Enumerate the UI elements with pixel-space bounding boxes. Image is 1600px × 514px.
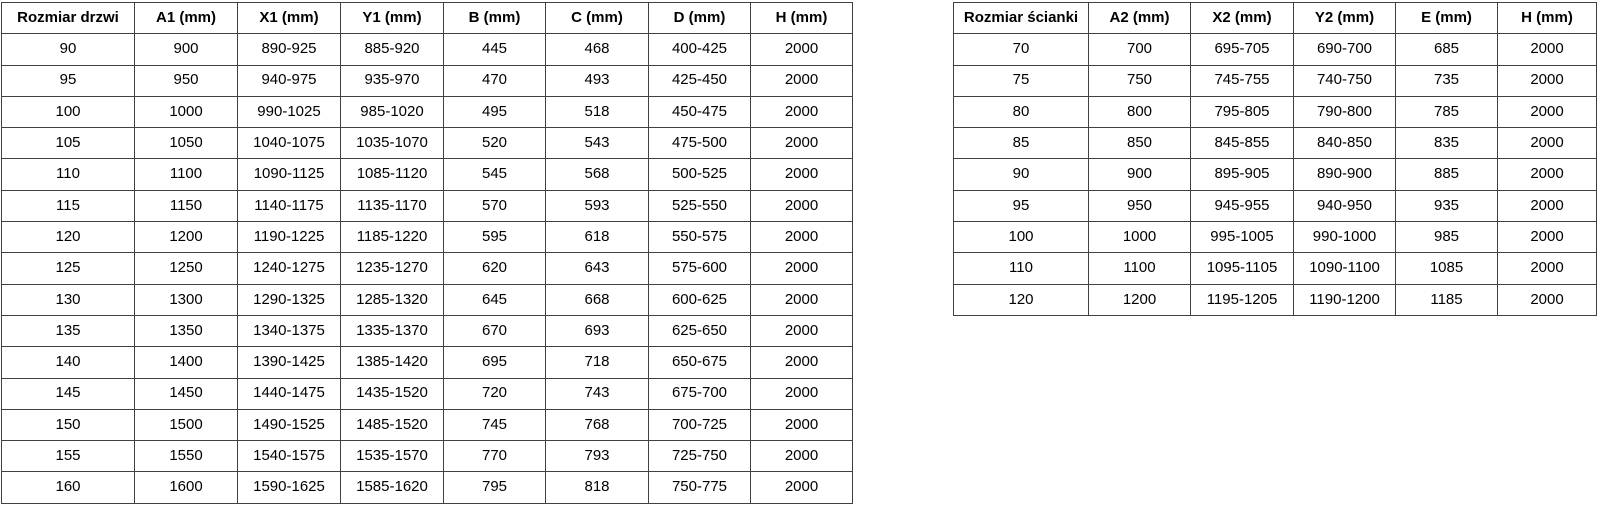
table-cell: 720 — [444, 378, 546, 409]
table-cell: 1190-1225 — [238, 222, 341, 253]
table-cell: 885 — [1396, 159, 1498, 190]
table-cell: 115 — [2, 190, 135, 221]
table-row — [2, 65, 853, 96]
table-cell: 155 — [2, 441, 135, 472]
table-cell: 793 — [546, 441, 649, 472]
table-row — [954, 65, 1597, 96]
table-cell: 745-755 — [1191, 65, 1294, 96]
table-cell: 1235-1270 — [341, 253, 444, 284]
table-cell: 80 — [954, 96, 1089, 127]
table-cell: 1090-1100 — [1294, 253, 1396, 284]
table-cell: 743 — [546, 378, 649, 409]
table-cell: 1290-1325 — [238, 284, 341, 315]
table-cell: 2000 — [1498, 190, 1597, 221]
header-cell: E (mm) — [1396, 3, 1498, 34]
header-cell: C (mm) — [546, 3, 649, 34]
table-cell: 495 — [444, 96, 546, 127]
table-cell: 2000 — [1498, 284, 1597, 315]
table-cell: 450-475 — [649, 96, 751, 127]
table-cell: 1200 — [135, 222, 238, 253]
table-cell: 445 — [444, 34, 546, 65]
table-cell: 1195-1205 — [1191, 284, 1294, 315]
table-cell: 100 — [2, 96, 135, 127]
table-cell: 1350 — [135, 315, 238, 346]
table-cell: 470 — [444, 65, 546, 96]
table-cell: 475-500 — [649, 128, 751, 159]
table-cell: 1585-1620 — [341, 472, 444, 503]
table-row — [954, 190, 1597, 221]
table-row — [954, 284, 1597, 315]
table-row — [954, 222, 1597, 253]
table-cell: 940-950 — [1294, 190, 1396, 221]
wall-size-table-header — [954, 3, 1597, 34]
table-cell: 618 — [546, 222, 649, 253]
table-cell: 725-750 — [649, 441, 751, 472]
table-cell: 1390-1425 — [238, 347, 341, 378]
table-row — [2, 347, 853, 378]
table-cell: 795-805 — [1191, 96, 1294, 127]
table-cell: 2000 — [751, 159, 853, 190]
table-cell: 2000 — [751, 253, 853, 284]
table-cell: 845-855 — [1191, 128, 1294, 159]
table-cell: 1140-1175 — [238, 190, 341, 221]
table-row — [2, 378, 853, 409]
door-size-table — [1, 2, 853, 504]
table-cell: 575-600 — [649, 253, 751, 284]
table-cell: 985 — [1396, 222, 1498, 253]
table-cell: 1185-1220 — [341, 222, 444, 253]
table-cell: 543 — [546, 128, 649, 159]
table-cell: 935 — [1396, 190, 1498, 221]
table-cell: 1095-1105 — [1191, 253, 1294, 284]
table-cell: 840-850 — [1294, 128, 1396, 159]
table-cell: 1000 — [1089, 222, 1191, 253]
table-row — [2, 253, 853, 284]
table-cell: 125 — [2, 253, 135, 284]
table-cell: 1400 — [135, 347, 238, 378]
table-row — [2, 96, 853, 127]
table-cell: 945-955 — [1191, 190, 1294, 221]
table-cell: 468 — [546, 34, 649, 65]
table-cell: 493 — [546, 65, 649, 96]
table-cell: 900 — [135, 34, 238, 65]
table-cell: 785 — [1396, 96, 1498, 127]
table-cell: 2000 — [751, 472, 853, 503]
table-cell: 800 — [1089, 96, 1191, 127]
table-cell: 145 — [2, 378, 135, 409]
table-cell: 425-450 — [649, 65, 751, 96]
table-cell: 2000 — [751, 409, 853, 440]
table-cell: 1085-1120 — [341, 159, 444, 190]
table-cell: 140 — [2, 347, 135, 378]
table-cell: 120 — [954, 284, 1089, 315]
table-cell: 625-650 — [649, 315, 751, 346]
table-row — [2, 190, 853, 221]
header-cell: H (mm) — [1498, 3, 1597, 34]
table-cell: 2000 — [751, 284, 853, 315]
header-cell: B (mm) — [444, 3, 546, 34]
table-cell: 990-1025 — [238, 96, 341, 127]
table-cell: 950 — [135, 65, 238, 96]
table-cell: 600-625 — [649, 284, 751, 315]
table-cell: 1190-1200 — [1294, 284, 1396, 315]
header-cell: Y2 (mm) — [1294, 3, 1396, 34]
table-cell: 670 — [444, 315, 546, 346]
table-cell: 2000 — [751, 65, 853, 96]
table-cell: 120 — [2, 222, 135, 253]
table-cell: 700-725 — [649, 409, 751, 440]
table-row — [2, 222, 853, 253]
table-cell: 110 — [954, 253, 1089, 284]
table-cell: 1050 — [135, 128, 238, 159]
table-cell: 795 — [444, 472, 546, 503]
table-cell: 520 — [444, 128, 546, 159]
table-cell: 100 — [954, 222, 1089, 253]
table-cell: 2000 — [751, 190, 853, 221]
table-cell: 695-705 — [1191, 34, 1294, 65]
table-cell: 790-800 — [1294, 96, 1396, 127]
table-cell: 568 — [546, 159, 649, 190]
table-cell: 135 — [2, 315, 135, 346]
table-cell: 1450 — [135, 378, 238, 409]
table-cell: 740-750 — [1294, 65, 1396, 96]
table-cell: 1035-1070 — [341, 128, 444, 159]
table-row — [954, 128, 1597, 159]
table-cell: 690-700 — [1294, 34, 1396, 65]
table-cell: 595 — [444, 222, 546, 253]
table-cell: 650-675 — [649, 347, 751, 378]
table-cell: 1435-1520 — [341, 378, 444, 409]
table-row — [2, 128, 853, 159]
table-cell: 2000 — [751, 347, 853, 378]
table-cell: 818 — [546, 472, 649, 503]
table-cell: 85 — [954, 128, 1089, 159]
table-cell: 668 — [546, 284, 649, 315]
table-cell: 940-975 — [238, 65, 341, 96]
door-size-table-body — [2, 34, 853, 503]
table-cell: 1490-1525 — [238, 409, 341, 440]
table-row — [954, 96, 1597, 127]
table-cell: 995-1005 — [1191, 222, 1294, 253]
header-cell: X2 (mm) — [1191, 3, 1294, 34]
table-cell: 90 — [2, 34, 135, 65]
door-size-table-header — [2, 3, 853, 34]
table-cell: 500-525 — [649, 159, 751, 190]
table-cell: 620 — [444, 253, 546, 284]
table-cell: 1500 — [135, 409, 238, 440]
table-cell: 890-925 — [238, 34, 341, 65]
header-row — [2, 3, 853, 34]
table-cell: 130 — [2, 284, 135, 315]
table-cell: 1085 — [1396, 253, 1498, 284]
header-cell: Rozmiar drzwi — [2, 3, 135, 34]
table-cell: 1200 — [1089, 284, 1191, 315]
table-cell: 1385-1420 — [341, 347, 444, 378]
table-cell: 693 — [546, 315, 649, 346]
table-row — [2, 34, 853, 65]
table-row — [2, 284, 853, 315]
table-cell: 1100 — [135, 159, 238, 190]
table-cell: 950 — [1089, 190, 1191, 221]
table-cell: 2000 — [751, 96, 853, 127]
table-cell: 718 — [546, 347, 649, 378]
table-cell: 685 — [1396, 34, 1498, 65]
table-cell: 735 — [1396, 65, 1498, 96]
table-cell: 1535-1570 — [341, 441, 444, 472]
table-cell: 675-700 — [649, 378, 751, 409]
header-cell: A2 (mm) — [1089, 3, 1191, 34]
table-cell: 525-550 — [649, 190, 751, 221]
table-row — [2, 315, 853, 346]
table-cell: 2000 — [1498, 159, 1597, 190]
table-cell: 550-575 — [649, 222, 751, 253]
table-cell: 105 — [2, 128, 135, 159]
table-cell: 2000 — [751, 378, 853, 409]
table-cell: 768 — [546, 409, 649, 440]
table-row — [2, 472, 853, 503]
table-cell: 2000 — [751, 441, 853, 472]
table-cell: 695 — [444, 347, 546, 378]
table-cell: 770 — [444, 441, 546, 472]
table-cell: 890-900 — [1294, 159, 1396, 190]
table-cell: 1135-1170 — [341, 190, 444, 221]
table-cell: 2000 — [751, 315, 853, 346]
table-cell: 1000 — [135, 96, 238, 127]
table-cell: 2000 — [1498, 253, 1597, 284]
table-cell: 545 — [444, 159, 546, 190]
table-cell: 95 — [2, 65, 135, 96]
table-cell: 1485-1520 — [341, 409, 444, 440]
table-cell: 75 — [954, 65, 1089, 96]
table-cell: 1440-1475 — [238, 378, 341, 409]
table-cell: 1040-1075 — [238, 128, 341, 159]
table-row — [2, 159, 853, 190]
table-cell: 900 — [1089, 159, 1191, 190]
header-cell: X1 (mm) — [238, 3, 341, 34]
header-cell: D (mm) — [649, 3, 751, 34]
table-cell: 1250 — [135, 253, 238, 284]
header-cell: A1 (mm) — [135, 3, 238, 34]
table-cell: 1285-1320 — [341, 284, 444, 315]
table-cell: 835 — [1396, 128, 1498, 159]
table-cell: 1150 — [135, 190, 238, 221]
table-cell: 2000 — [751, 128, 853, 159]
table-cell: 990-1000 — [1294, 222, 1396, 253]
table-cell: 95 — [954, 190, 1089, 221]
table-cell: 1340-1375 — [238, 315, 341, 346]
table-cell: 150 — [2, 409, 135, 440]
table-row — [954, 253, 1597, 284]
table-cell: 935-970 — [341, 65, 444, 96]
wall-size-table — [953, 2, 1597, 316]
table-cell: 2000 — [1498, 34, 1597, 65]
table-cell: 750 — [1089, 65, 1191, 96]
table-row — [2, 441, 853, 472]
table-cell: 518 — [546, 96, 649, 127]
table-cell: 750-775 — [649, 472, 751, 503]
table-cell: 2000 — [751, 222, 853, 253]
header-cell: H (mm) — [751, 3, 853, 34]
table-cell: 2000 — [1498, 65, 1597, 96]
table-cell: 1550 — [135, 441, 238, 472]
table-cell: 2000 — [1498, 222, 1597, 253]
table-cell: 1600 — [135, 472, 238, 503]
table-cell: 745 — [444, 409, 546, 440]
wall-size-table-body — [954, 34, 1597, 316]
table-cell: 2000 — [1498, 128, 1597, 159]
table-cell: 850 — [1089, 128, 1191, 159]
table-cell: 570 — [444, 190, 546, 221]
header-row — [954, 3, 1597, 34]
table-row — [954, 34, 1597, 65]
table-cell: 1090-1125 — [238, 159, 341, 190]
table-cell: 895-905 — [1191, 159, 1294, 190]
table-cell: 643 — [546, 253, 649, 284]
table-cell: 1335-1370 — [341, 315, 444, 346]
table-cell: 70 — [954, 34, 1089, 65]
table-cell: 90 — [954, 159, 1089, 190]
table-cell: 1185 — [1396, 284, 1498, 315]
table-cell: 1590-1625 — [238, 472, 341, 503]
table-cell: 160 — [2, 472, 135, 503]
table-cell: 1540-1575 — [238, 441, 341, 472]
table-cell: 985-1020 — [341, 96, 444, 127]
table-cell: 2000 — [751, 34, 853, 65]
table-cell: 700 — [1089, 34, 1191, 65]
table-cell: 1240-1275 — [238, 253, 341, 284]
table-cell: 110 — [2, 159, 135, 190]
table-row — [954, 159, 1597, 190]
table-cell: 1300 — [135, 284, 238, 315]
table-cell: 1100 — [1089, 253, 1191, 284]
table-cell: 885-920 — [341, 34, 444, 65]
header-cell: Y1 (mm) — [341, 3, 444, 34]
table-cell: 2000 — [1498, 96, 1597, 127]
table-cell: 593 — [546, 190, 649, 221]
table-cell: 400-425 — [649, 34, 751, 65]
table-cell: 645 — [444, 284, 546, 315]
table-row — [2, 409, 853, 440]
header-cell: Rozmiar ścianki — [954, 3, 1089, 34]
